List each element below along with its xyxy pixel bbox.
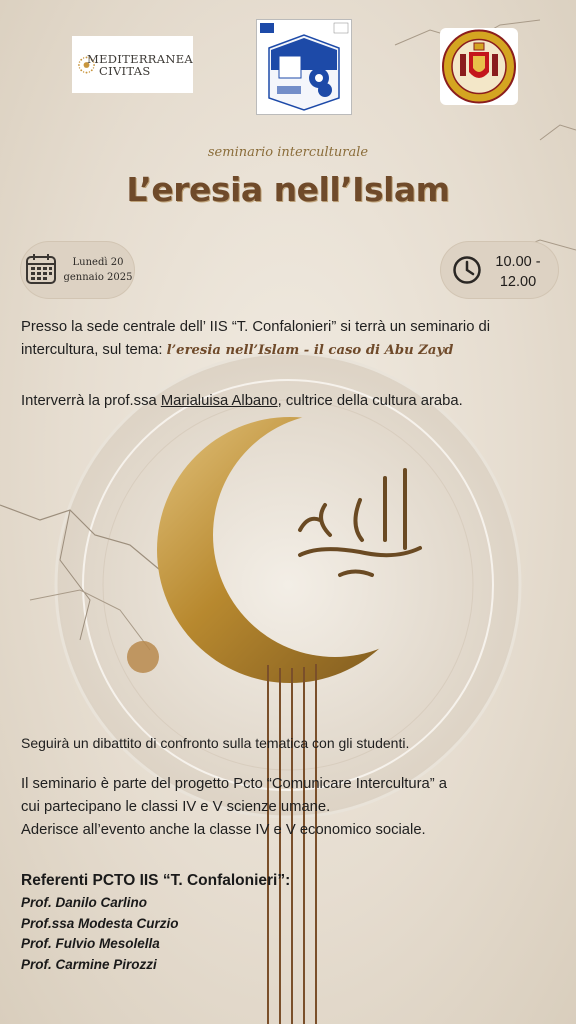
small-planet	[127, 641, 159, 673]
intro-paragraph	[21, 316, 561, 362]
date-badge	[21, 242, 134, 298]
logo-text-line2: CIVITAS	[99, 63, 151, 78]
event-title: L’eresia nell’Islam	[126, 170, 450, 209]
seminar-topic: l’eresia nell’Islam - il caso di Abu Zayd	[166, 343, 454, 358]
time-line1: 10.00 -	[495, 254, 541, 270]
referents-heading: Referenti PCTO IIS “T. Confalonieri”:	[21, 872, 291, 889]
clock-icon	[452, 255, 482, 285]
crescent-moon	[157, 417, 423, 683]
speaker-text-a: Interverrà la prof.ssa	[21, 393, 161, 409]
intro-text: Presso la sede centrale dell’ IIS “T. Confalonieri” si terrà un seminario di intercultura, sul tema:	[21, 319, 491, 358]
referent-item: Prof.ssa Modesta Curzio	[21, 915, 179, 931]
referents-list	[21, 893, 179, 975]
logo-text-line1: MEDITERRANEA	[87, 51, 193, 66]
project-line2: cui partecipano le classi IV e V scienze umane.	[21, 799, 331, 815]
city-coat-of-arms-logo	[440, 28, 518, 105]
teresa-confalonieri-school-logo	[256, 19, 352, 115]
time-badge	[441, 242, 558, 298]
mediterranea-civitas-logo	[72, 36, 193, 93]
event-subtitle: seminario interculturale	[207, 145, 369, 160]
referent-item: Prof. Carmine Pirozzi	[21, 956, 157, 972]
referent-item: Prof. Danilo Carlino	[21, 895, 148, 910]
date-line2: gennaio 2025	[63, 272, 133, 283]
date-line1: Lunedì 20	[72, 257, 124, 268]
time-line2: 12.00	[499, 274, 537, 290]
speaker-text-b: , cultrice della cultura araba.	[277, 393, 463, 409]
school-emblem-icon	[257, 20, 351, 114]
coat-of-arms-icon	[440, 28, 518, 105]
debate-paragraph: Seguirà un dibattito di confronto sulla tematica con gli studenti.	[21, 735, 410, 751]
project-paragraph	[21, 773, 561, 842]
speaker-paragraph	[21, 390, 561, 413]
project-line1: Il seminario è parte del progetto Pcto “Comunicare Intercultura” a	[21, 776, 448, 792]
calendar-icon	[25, 252, 57, 286]
referent-item: Prof. Fulvio Mesolella	[21, 936, 160, 951]
project-line3: Aderisce all’evento anche la classe IV e V economico sociale.	[21, 822, 426, 838]
speaker-name: Marialuisa Albano	[160, 393, 278, 409]
